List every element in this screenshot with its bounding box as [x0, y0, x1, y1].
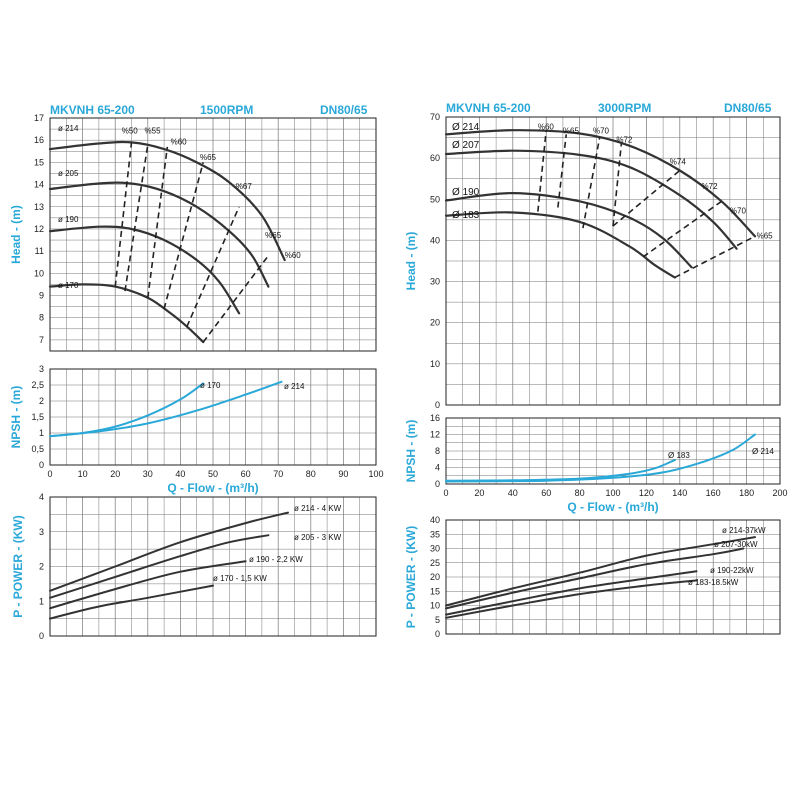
efficiency-line: [148, 147, 168, 298]
y-tick-label: 70: [429, 112, 440, 122]
y-tick-label: 3: [38, 364, 44, 374]
y-tick-label: 2: [38, 396, 44, 406]
y-tick-label: 20: [429, 317, 440, 328]
y-tick-label: 16: [429, 413, 440, 423]
x-tick-label: 0: [443, 488, 449, 498]
efficiency-label: %67: [235, 182, 252, 192]
series-line: [446, 151, 737, 249]
y-tick-label: 3: [38, 526, 44, 537]
x-tick-label: 80: [305, 469, 316, 479]
efficiency-line: [583, 138, 600, 229]
y-tick-label: 2,5: [31, 380, 44, 390]
efficiency-label: %65: [562, 126, 579, 136]
y-axis-label: P - POWER - (KW): [404, 525, 418, 629]
curve-label: ø 214 - 4 KW: [294, 504, 342, 513]
curve-label: ø 183-18.5kW: [688, 578, 739, 587]
efficiency-label: %50: [121, 126, 138, 136]
efficiency-label: %74: [669, 157, 686, 167]
efficiency-label: %60: [170, 137, 187, 147]
y-tick-label: 8: [434, 446, 440, 456]
y-tick-label: 4: [434, 462, 440, 473]
y-tick-label: 13: [33, 201, 44, 212]
curve-label: ø 214: [284, 382, 305, 391]
x-tick-label: 180: [739, 488, 755, 498]
series-line: [50, 382, 282, 436]
left-title-rpm: 1500RPM: [200, 103, 254, 117]
efficiency-label: %72: [701, 182, 718, 191]
y-tick-label: 1: [38, 428, 44, 438]
y-tick-label: 50: [429, 194, 440, 205]
x-tick-label: 50: [207, 469, 219, 479]
x-tick-label: 70: [273, 469, 284, 479]
curve-label: ø 190 - 2,2 KW: [249, 555, 303, 564]
y-axis-label: NPSH - (m): [404, 419, 418, 483]
series-line: [446, 193, 692, 267]
x-tick-label: 120: [638, 488, 654, 498]
efficiency-label: %70: [592, 126, 609, 136]
efficiency-line: [675, 236, 755, 277]
left-title-dn: DN80/65: [320, 103, 368, 117]
curve-label: Ø 214: [752, 447, 774, 456]
y-tick-label: 40: [429, 235, 440, 246]
x-tick-label: 100: [368, 469, 384, 479]
curve-label: ø 170: [58, 281, 79, 290]
x-tick-label: 40: [507, 488, 518, 498]
y-tick-label: 14: [33, 179, 44, 190]
curve-label: ø 170: [200, 381, 221, 390]
curve-label: ø 190-22kW: [710, 566, 754, 575]
efficiency-label: %72: [616, 135, 633, 145]
y-tick-label: 10: [429, 358, 440, 369]
curve-label: Ø 183: [452, 210, 480, 221]
y-tick-label: 11: [34, 246, 44, 257]
y-tick-label: 30: [429, 543, 440, 554]
y-tick-label: 9: [38, 290, 44, 301]
x-tick-label: 200: [772, 488, 788, 498]
y-tick-label: 1,5: [31, 412, 44, 422]
y-tick-label: 0: [434, 629, 440, 639]
y-tick-label: 12: [33, 223, 44, 234]
plots-group: [9, 112, 788, 641]
series-line: [446, 460, 675, 481]
x-tick-label: 0: [47, 469, 53, 479]
curve-label: ø 214: [58, 124, 79, 133]
y-tick-label: 12: [429, 429, 440, 440]
y-tick-label: 16: [33, 135, 44, 146]
efficiency-line: [643, 201, 721, 257]
efficiency-label: %70: [729, 206, 746, 216]
R_head-grid: [446, 117, 780, 405]
series-line: [446, 537, 755, 605]
curve-label: Ø 183: [668, 451, 690, 460]
right-title-rpm: 3000RPM: [598, 101, 652, 115]
y-tick-label: 40: [429, 515, 440, 525]
y-tick-label: 10: [429, 600, 440, 611]
curve-label: Ø 190: [452, 187, 480, 198]
x-axis-label: Q - Flow - (m³/h): [167, 481, 259, 495]
curve-label: Ø 214: [452, 122, 480, 133]
y-tick-label: 60: [429, 153, 440, 164]
y-tick-label: 0: [38, 460, 44, 470]
x-tick-label: 40: [175, 469, 186, 479]
y-tick-label: 4: [38, 492, 44, 502]
right-title-dn: DN80/65: [724, 101, 772, 115]
y-tick-label: 0: [434, 400, 440, 410]
x-tick-label: 90: [338, 469, 349, 479]
y-tick-label: 0,5: [31, 444, 44, 454]
y-tick-label: 25: [429, 557, 440, 568]
efficiency-label: %60: [537, 122, 554, 132]
x-tick-label: 60: [541, 488, 552, 498]
efficiency-label: %55: [144, 126, 161, 136]
left-title-model: MKVNH 65-200: [50, 103, 135, 117]
x-tick-label: 60: [240, 469, 251, 479]
y-tick-label: 30: [429, 276, 440, 287]
y-tick-label: 10: [33, 268, 44, 279]
curve-label: ø 214-37kW: [722, 526, 766, 535]
x-tick-label: 80: [574, 488, 585, 498]
y-tick-label: 0: [38, 631, 44, 641]
efficiency-line: [558, 134, 566, 207]
y-tick-label: 15: [33, 157, 44, 168]
efficiency-label: %60: [284, 250, 301, 260]
y-axis-label: Head - (m): [404, 231, 418, 291]
right-title-model: MKVNH 65-200: [446, 101, 531, 115]
curve-label: ø 190: [58, 215, 79, 224]
curve-label: ø 205 - 3 KW: [294, 533, 342, 542]
x-tick-label: 10: [77, 469, 88, 479]
curve-label: Ø 207: [452, 140, 480, 151]
y-tick-label: 17: [33, 113, 44, 123]
y-tick-label: 15: [429, 586, 440, 597]
series-line: [446, 435, 755, 482]
curve-label: ø 205: [58, 169, 79, 178]
efficiency-label: %65: [756, 231, 773, 241]
y-axis-label: P - POWER - (KW): [11, 515, 25, 618]
series-line: [446, 571, 697, 614]
efficiency-label: %65: [265, 230, 282, 240]
x-tick-label: 20: [474, 488, 485, 498]
y-tick-label: 20: [429, 572, 440, 582]
y-tick-label: 2: [38, 561, 44, 572]
y-tick-label: 5: [434, 614, 440, 625]
x-tick-label: 100: [605, 488, 621, 498]
y-axis-label: Head - (m): [9, 205, 23, 264]
x-tick-label: 160: [705, 488, 721, 498]
efficiency-label: %65: [199, 153, 216, 163]
y-tick-label: 0: [434, 479, 440, 489]
y-axis-label: NPSH - (m): [9, 385, 23, 449]
x-tick-label: 30: [142, 469, 153, 479]
curve-label: ø 170 - 1,5 KW: [213, 574, 267, 583]
curve-label: ø 207-30kW: [714, 540, 758, 549]
y-tick-label: 8: [38, 312, 44, 323]
y-tick-label: 7: [38, 334, 44, 345]
efficiency-line: [115, 142, 131, 286]
x-axis-label: Q - Flow - (m³/h): [567, 500, 659, 514]
R_power-grid: [446, 520, 780, 634]
y-tick-label: 35: [429, 529, 440, 540]
x-tick-label: 140: [672, 488, 688, 498]
x-tick-label: 20: [110, 469, 121, 479]
y-tick-label: 1: [38, 596, 44, 607]
